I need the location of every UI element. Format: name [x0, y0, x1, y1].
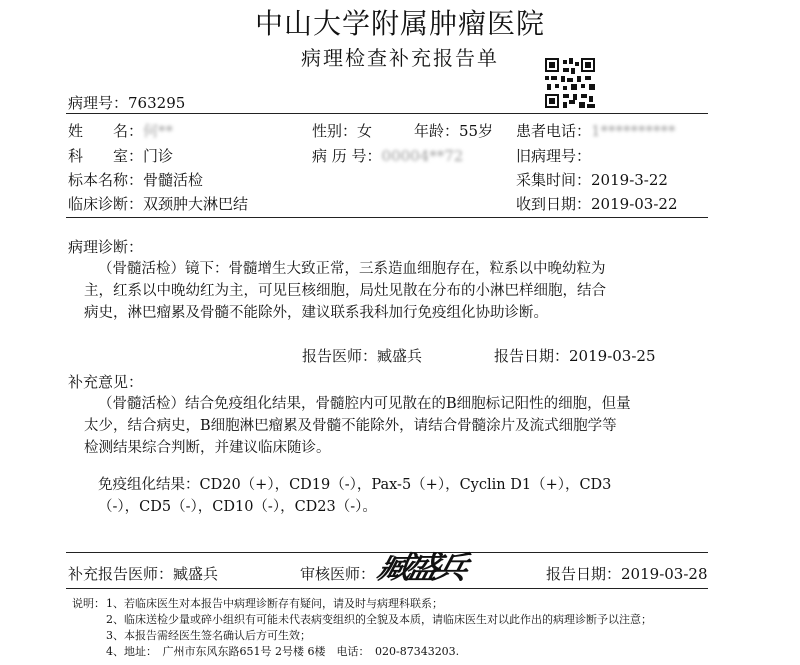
- record-number-label: 病 历 号：: [312, 147, 382, 165]
- note-item: 2、临床送检少量或碎小组织有可能未代表病变组织的全貌及本质，请临床医生对以此作出的病理诊断予以注意；: [106, 613, 652, 626]
- diagnosis-line: 病史，淋巴瘤累及骨髓不能除外，建议联系我科加行免疫组化协助诊断。: [84, 305, 548, 321]
- pathology-number: [68, 92, 185, 113]
- final-report-date-value: 2019-03-28: [621, 565, 708, 583]
- supplement-heading: 补充意见：: [68, 373, 144, 391]
- supplement-doctor-value: 臧盛兵: [173, 565, 219, 583]
- diagnosis-heading: 病理诊断：: [68, 238, 144, 256]
- diagnosis-line: 主，红系以中晚幼红为主，可见巨核细胞，局灶见散在分布的小淋巴样细胞，结合: [84, 283, 606, 299]
- diagnosis-text: [84, 258, 606, 324]
- phone-value: 1**********: [591, 122, 676, 140]
- ihc-line: （-），CD5（-），CD10（-），CD23（-）。: [98, 499, 377, 515]
- collection-time-field: [516, 169, 668, 190]
- ihc-line: 免疫组化结果：CD20（+），CD19（-），Pax-5（+），Cyclin D1（+），CD3: [98, 477, 612, 493]
- diagnosis-line: （骨髓活检）镜下：骨髓增生大致正常，三系造血细胞存在，粒系以中晚幼粒为: [98, 261, 606, 277]
- name-label: 姓 名：: [68, 122, 144, 140]
- age-field: [414, 120, 493, 141]
- received-date-label: 收到日期：: [516, 195, 592, 213]
- info-divider: [66, 217, 708, 218]
- supplement-line: （骨髓活检）结合免疫组化结果，骨髓腔内可见散在的B细胞标记阳性的细胞，但量: [98, 396, 631, 412]
- pathology-number-value: 763295: [128, 94, 186, 112]
- notes-label: 说明：: [72, 597, 105, 610]
- note-item: 3、本报告需经医生签名确认后方可生效；: [106, 629, 311, 642]
- reviewer-label: 审核医师：: [300, 565, 376, 583]
- clinical-diagnosis-label: 临床诊断：: [68, 195, 144, 213]
- supplement-text: [84, 393, 631, 459]
- collection-time-label: 采集时间：: [516, 171, 592, 189]
- old-pathology-number-label: 旧病理号：: [516, 147, 592, 165]
- name-value: 何**: [143, 122, 174, 140]
- collection-time-value: 2019-3-22: [591, 171, 668, 189]
- diagnosis-report-date-value: 2019-03-25: [569, 347, 656, 365]
- supplement-line: 太少，结合病史，B细胞淋巴瘤累及骨髓不能除外，请结合骨髓涂片及流式细胞学等: [84, 418, 617, 434]
- specimen-field: [68, 169, 203, 190]
- header-divider: [66, 113, 708, 114]
- phone-label: 患者电话：: [516, 122, 592, 140]
- specimen-value: 骨髓活检: [143, 171, 204, 189]
- reporting-doctor: [302, 345, 422, 366]
- final-report-date: [546, 563, 708, 584]
- notes-divider: [66, 588, 708, 589]
- record-number-value: 00004**72: [381, 147, 464, 165]
- reporting-doctor-value: 臧盛兵: [377, 347, 423, 365]
- notes-list: [106, 596, 652, 660]
- department-label: 科 室：: [68, 147, 144, 165]
- diagnosis-report-date: [494, 345, 656, 366]
- final-report-date-label: 报告日期：: [546, 565, 622, 583]
- reporting-doctor-label: 报告医师：: [302, 347, 378, 365]
- department-value: 门诊: [143, 147, 174, 165]
- department-field: [68, 145, 173, 166]
- old-pathology-number-field: [516, 145, 591, 166]
- name-field: [68, 120, 173, 141]
- report-title: 病理检查补充报告单: [301, 46, 499, 70]
- hospital-name: 中山大学附属肿瘤医院: [254, 7, 545, 40]
- phone-field: [516, 120, 676, 141]
- diagnosis-report-date-label: 报告日期：: [494, 347, 570, 365]
- clinical-diagnosis-value: 双颈肿大淋巴结: [143, 195, 249, 213]
- clinical-diagnosis-field: [68, 193, 248, 214]
- record-number-field: [312, 145, 463, 166]
- age-label: 年龄：: [414, 122, 460, 140]
- reviewer-signature: 臧盛兵: [373, 550, 467, 586]
- pathology-number-label: 病理号：: [68, 94, 129, 112]
- supplement-line: 检测结果综合判断，并建议临床随诊。: [84, 440, 331, 456]
- sex-field: [312, 120, 372, 141]
- specimen-label: 标本名称：: [68, 171, 144, 189]
- sex-value: 女: [357, 122, 373, 140]
- qr-code-icon: [545, 58, 595, 108]
- ihc-results: [98, 474, 611, 518]
- received-date-field: [516, 193, 678, 214]
- supplement-doctor-label: 补充报告医师：: [68, 565, 174, 583]
- note-item: 1、若临床医生对本报告中病理诊断存有疑问，请及时与病理科联系；: [106, 597, 443, 610]
- received-date-value: 2019-03-22: [591, 195, 678, 213]
- supplement-doctor: [68, 563, 218, 584]
- note-item: 4、地址： 广州市东风东路651号 2号楼 6楼 电话： 020-87343203.: [106, 645, 460, 658]
- sex-label: 性别：: [312, 122, 358, 140]
- age-value: 55岁: [459, 122, 494, 140]
